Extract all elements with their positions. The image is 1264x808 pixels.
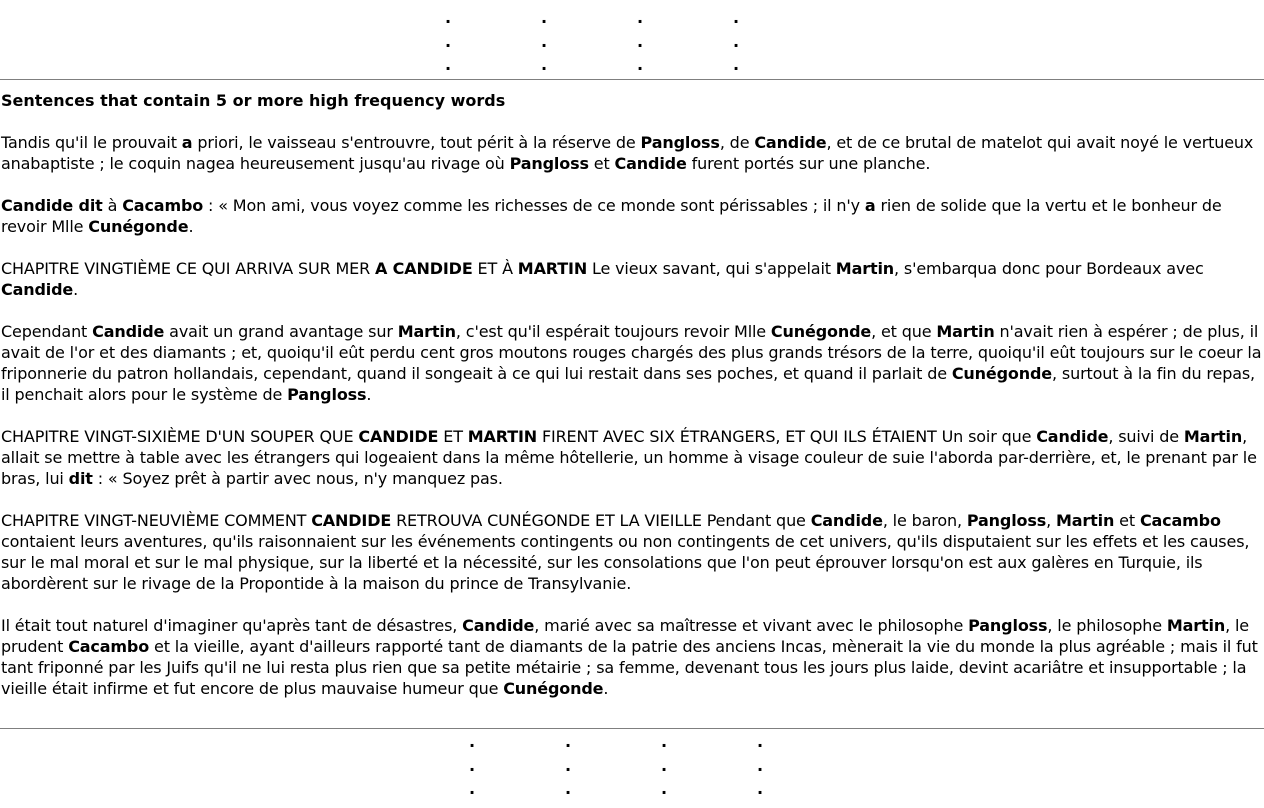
sentence-text: ET: [438, 427, 468, 446]
dot-column: [635, 6, 645, 77]
sentence-text: , c'est qu'il espérait toujours revoir Mlle: [455, 322, 771, 341]
dot: .: [660, 779, 668, 798]
high-frequency-word: Candide: [754, 133, 827, 152]
sentence-text: CHAPITRE VINGT-SIXIÈME D'UN SOUPER QUE: [1, 427, 359, 446]
top-divider: [0, 79, 1264, 80]
dot: .: [732, 8, 740, 27]
high-frequency-word: Martin: [835, 259, 895, 278]
top-ellipsis-dots: [0, 6, 1264, 78]
dot: .: [564, 732, 572, 751]
high-frequency-word: Pangloss: [287, 385, 367, 404]
dot: .: [564, 779, 572, 798]
bottom-ellipsis-dots: [0, 730, 1264, 802]
sentence-text: FIRENT AVEC SIX ÉTRANGERS, ET QUI ILS ÉTAIENT Un soir que: [537, 427, 1037, 446]
dot: .: [660, 755, 668, 775]
sentence-text: rien de solide que la vertu et le bonheur de revoir Mlle: [1, 196, 1222, 236]
sentence-text: n'avait rien à espérer ; de plus, il avait de l'or et des diamants ; et, quoiqu'il eût perdu cent gros moutons rouges chargés des plus grands trésors de la terre, quoiqu'il eût toujours sur le coeur la friponnerie du patron hollandais, cependant, quand il songeait à ce qui lui restait dans ses poches, et quand il parlait de: [1, 322, 1262, 383]
dot: .: [540, 8, 548, 27]
high-frequency-word: CANDIDE: [311, 511, 392, 530]
sentence-text: , surtout à la fin du repas, il penchait alors pour le système de: [1, 364, 1255, 404]
high-frequency-word: MARTIN: [467, 427, 538, 446]
sentence-text: et: [588, 154, 615, 173]
sentence-text: , de: [719, 133, 755, 152]
high-frequency-word: Candide: [462, 616, 535, 635]
sentence-text: .: [73, 280, 79, 299]
dot-column: [443, 6, 453, 77]
high-frequency-word: Candide: [1, 280, 74, 299]
high-frequency-word: a: [181, 133, 193, 152]
sentence-text: , allait se mettre à table avec les étrangers qui logeaient dans la même hôtellerie, un homme à visage couleur de suie l'aborda par-derrière, et, le prenant par le bras, lui: [1, 427, 1257, 488]
sentence-text: , le philosophe: [1047, 616, 1167, 635]
sentence-text: .: [188, 217, 194, 236]
high-frequency-word: dit: [68, 469, 93, 488]
sentence-paragraph: [1, 321, 1263, 405]
high-frequency-word: Martin: [1166, 616, 1226, 635]
bottom-divider: [0, 728, 1264, 729]
dot-column: [467, 730, 477, 801]
dot: .: [468, 779, 476, 798]
high-frequency-word: Candide dit: [1, 196, 103, 215]
dot-column: [731, 6, 741, 77]
sentence-text: : « Soyez prêt à partir avec nous, n'y manquez pas.: [92, 469, 503, 488]
sentence-paragraph: [1, 615, 1263, 699]
sentence-text: Le vieux savant, qui s'appelait: [587, 259, 836, 278]
sentence-text: , le prudent: [1, 616, 1249, 656]
sentence-text: , suivi de: [1108, 427, 1184, 446]
sentence-text: à: [102, 196, 123, 215]
sentence-text: : « Mon ami, vous voyez comme les richesses de ce monde sont périssables ; il n'y: [203, 196, 865, 215]
sentence-text: .: [603, 679, 609, 698]
dot: .: [444, 55, 452, 74]
dot: .: [444, 8, 452, 27]
high-frequency-word: MARTIN: [517, 259, 588, 278]
high-frequency-word: A CANDIDE: [375, 259, 473, 278]
sentence-text: ,: [1046, 511, 1056, 530]
high-frequency-word: Cacambo: [122, 196, 204, 215]
high-frequency-word: Martin: [936, 322, 995, 341]
high-frequency-word: Pangloss: [509, 154, 589, 173]
dot: .: [756, 779, 764, 798]
high-frequency-word: Candide: [614, 154, 687, 173]
high-frequency-word: Martin: [1056, 511, 1115, 530]
sentence-text: , le baron,: [882, 511, 967, 530]
dot: .: [468, 732, 476, 751]
dot: .: [540, 31, 548, 51]
dot-column: [563, 730, 573, 801]
sentence-text: et la vieille, ayant d'ailleurs rapporté tant de diamants de la patrie des anciens Incas, mènerait la vie du monde la plus agréable ; mais il fut tant friponné par les Juifs qu'il ne lui resta plus rien que sa petite métairie ; sa femme, devenant tous les jours plus laide, devint acariâtre et insupportable ; la vieille était infirme et fut encore de plus mauvaise humeur que: [1, 637, 1258, 698]
sentence-text: , et que: [871, 322, 937, 341]
high-frequency-word: Candide: [810, 511, 883, 530]
dot: .: [540, 55, 548, 74]
dot-column: [755, 730, 765, 801]
sentence-text: avait un grand avantage sur: [164, 322, 398, 341]
dot: .: [660, 732, 668, 751]
dot-column: [539, 6, 549, 77]
dot: .: [732, 55, 740, 74]
dot: .: [756, 755, 764, 775]
high-frequency-word: Cacambo: [1139, 511, 1221, 530]
sentence-text: Cependant: [1, 322, 93, 341]
sentence-text: Il était tout naturel d'imaginer qu'après tant de désastres,: [1, 616, 463, 635]
sentence-text: et: [1114, 511, 1140, 530]
sentence-paragraph: [1, 132, 1263, 174]
high-frequency-word: Cunégonde: [503, 679, 604, 698]
sentence-paragraph: [1, 258, 1263, 300]
dot-column: [659, 730, 669, 801]
high-frequency-word: Martin: [397, 322, 456, 341]
high-frequency-word: CANDIDE: [358, 427, 439, 446]
dot: .: [636, 31, 644, 51]
sentence-text: priori, le vaisseau s'entrouvre, tout périt à la réserve de: [192, 133, 641, 152]
high-frequency-word: Candide: [1036, 427, 1109, 446]
high-frequency-word: Pangloss: [966, 511, 1047, 530]
sentence-text: .: [366, 385, 372, 404]
sentence-list: [1, 132, 1263, 699]
dot: .: [636, 55, 644, 74]
high-frequency-word: Martin: [1183, 427, 1243, 446]
sentence-text: RETROUVA CUNÉGONDE ET LA VIEILLE Pendant que: [391, 511, 811, 530]
high-frequency-word: Candide: [92, 322, 165, 341]
dot: .: [756, 732, 764, 751]
dot: .: [444, 31, 452, 51]
high-frequency-word: Cunégonde: [770, 322, 872, 341]
dot: .: [636, 8, 644, 27]
high-frequency-word: Cunégonde: [951, 364, 1053, 383]
sentence-text: , marié avec sa maîtresse et vivant avec le philosophe: [534, 616, 969, 635]
sentence-text: Tandis qu'il le prouvait: [1, 133, 182, 152]
high-frequency-word: Pangloss: [968, 616, 1048, 635]
sentence-text: CHAPITRE VINGTIÈME CE QUI ARRIVA SUR MER: [1, 259, 376, 278]
sentence-text: CHAPITRE VINGT-NEUVIÈME COMMENT: [1, 511, 312, 530]
high-frequency-word: Cacambo: [68, 637, 150, 656]
dot: .: [468, 755, 476, 775]
sentence-paragraph: [1, 426, 1263, 489]
section-heading: Sentences that contain 5 or more high frequency words: [1, 91, 506, 110]
sentence-paragraph: [1, 195, 1263, 237]
dot: .: [732, 31, 740, 51]
dot: .: [564, 755, 572, 775]
sentence-text: , s'embarqua donc pour Bordeaux avec: [894, 259, 1204, 278]
sentence-text: contaient leurs aventures, qu'ils raisonnaient sur les événements contingents ou non contingents de cet univers, qu'ils disputaient sur les effets et les causes, sur le mal moral et sur le mal physique, sur la liberté et la nécessité, sur les consolations que l'on peut éprouver lorsqu'on est aux galères en Turquie, ils abordèrent sur le rivage de la Propontide à la maison du prince de Transylvanie.: [1, 532, 1250, 593]
high-frequency-word: Pangloss: [640, 133, 720, 152]
high-frequency-word: a: [864, 196, 876, 215]
sentence-text: furent portés sur une planche.: [686, 154, 931, 173]
high-frequency-sentences-section: [1, 90, 1263, 720]
high-frequency-word: Cunégonde: [88, 217, 189, 236]
sentence-text: ET À: [472, 259, 518, 278]
sentence-paragraph: [1, 510, 1263, 594]
sentence-text: , et de ce brutal de matelot qui avait noyé le vertueux anabaptiste ; le coquin nagea heureusement jusqu'au rivage où: [1, 133, 1254, 173]
